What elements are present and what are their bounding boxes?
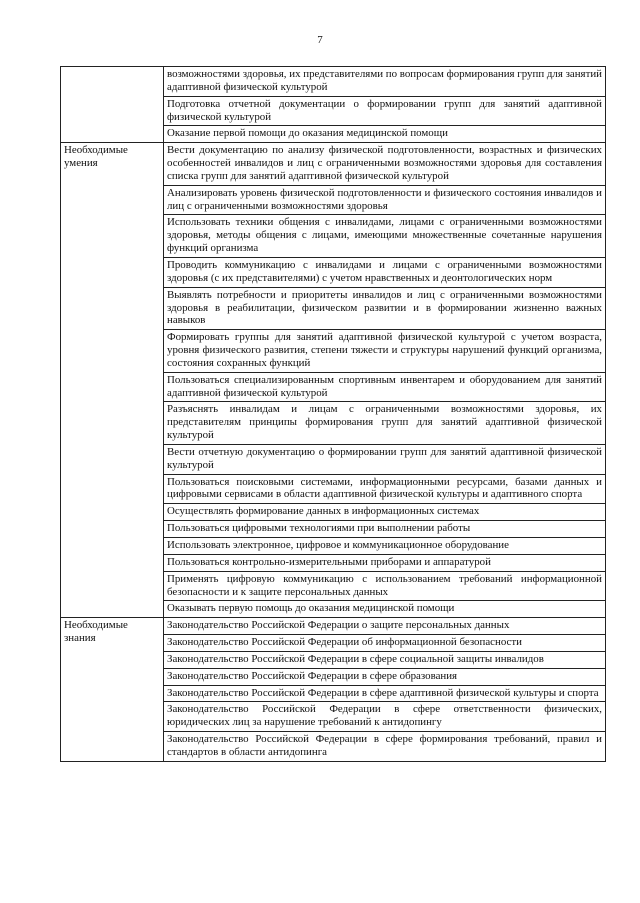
table-cell: Законодательство Российской Федерации об информационной безопасности (164, 635, 606, 652)
table-cell: Пользоваться контрольно-измерительными приборами и аппаратурой (164, 554, 606, 571)
table-cell: Законодательство Российской Федерации в сфере ответственности физических, юридических лиц за нарушение требований к антидопингу (164, 702, 606, 732)
table-cell: Применять цифровую коммуникацию с использованием требований информационной безопасности и к защите персональных данных (164, 571, 606, 601)
table-cell: Пользоваться специализированным спортивным инвентарем и оборудованием для занятий адаптивной физической культурой (164, 372, 606, 402)
table-cell: Вести отчетную документацию о формировании групп для занятий адаптивной физической культурой (164, 444, 606, 474)
table-cell: Законодательство Российской Федерации в сфере формирования требований, правил и стандартов в области антидопинга (164, 732, 606, 762)
table-row (61, 143, 606, 186)
table-cell: Пользоваться цифровыми технологиями при выполнении работы (164, 521, 606, 538)
table-cell: Анализировать уровень физической подготовленности и физического состояния инвалидов и лиц с ограниченными возможностями здоровья (164, 185, 606, 215)
table-cell: Использовать техники общения с инвалидами, лицами с ограниченными возможностями здоровья, методы общения с лицами, имеющими множественные сочетанные нарушения функций организма (164, 215, 606, 258)
table-cell: Проводить коммуникацию с инвалидами и лицами с ограниченными возможностями здоровья (с их представителями) с учетом нравственных и деонтологических норм (164, 257, 606, 287)
page-number: 7 (317, 34, 323, 46)
table-cell: Законодательство Российской Федерации о защите персональных данных (164, 618, 606, 635)
table-cell: Оказывать первую помощь до оказания медицинской помощи (164, 601, 606, 618)
table-cell: Оказание первой помощи до оказания медицинской помощи (164, 126, 606, 143)
table-cell: Осуществлять формирование данных в информационных системах (164, 504, 606, 521)
table-cell: Законодательство Российской Федерации в сфере адаптивной физической культуры и спорта (164, 685, 606, 702)
row-label-knowledge: Необходимые знания (61, 618, 164, 762)
table-cell: Законодательство Российской Федерации в сфере социальной защиты инвалидов (164, 651, 606, 668)
table-cell: Пользоваться поисковыми системами, информационными ресурсами, базами данных и цифровыми сервисами в области адаптивной физической культуры и адаптивного спорта (164, 474, 606, 504)
table-row (61, 618, 606, 635)
table-cell: Выявлять потребности и приоритеты инвалидов и лиц с ограниченными возможностями здоровья в реабилитации, физическом развитии и в формировании жизненно важных навыков (164, 287, 606, 330)
row-label-skills: Необходимые умения (61, 143, 164, 618)
table-cell: Формировать группы для занятий адаптивной физической культурой с учетом возраста, уровня физического развития, степени тяжести и структуры нарушений функций организма, состояния сохранных функций (164, 330, 606, 373)
table-cell: Разъяснять инвалидам и лицам с ограниченными возможностями здоровья, их представителям принципы формирования групп для занятий адаптивной физической культурой (164, 402, 606, 445)
row-label-continued (61, 67, 164, 143)
requirements-table (60, 66, 606, 762)
table-row (61, 67, 606, 97)
table-cell: Вести документацию по анализу физической подготовленности, возрастных и физических особенностей инвалидов и лиц с ограниченными возможностями здоровья для составления списка групп для занятий адаптивной физической культурой (164, 143, 606, 186)
table-cell: Подготовка отчетной документации о формировании групп для занятий адаптивной физической культурой (164, 96, 606, 126)
table-cell: возможностями здоровья, их представителями по вопросам формирования групп для занятий адаптивной физической культурой (164, 67, 606, 97)
table-cell: Использовать электронное, цифровое и коммуникационное оборудование (164, 538, 606, 555)
table-cell: Законодательство Российской Федерации в сфере образования (164, 668, 606, 685)
